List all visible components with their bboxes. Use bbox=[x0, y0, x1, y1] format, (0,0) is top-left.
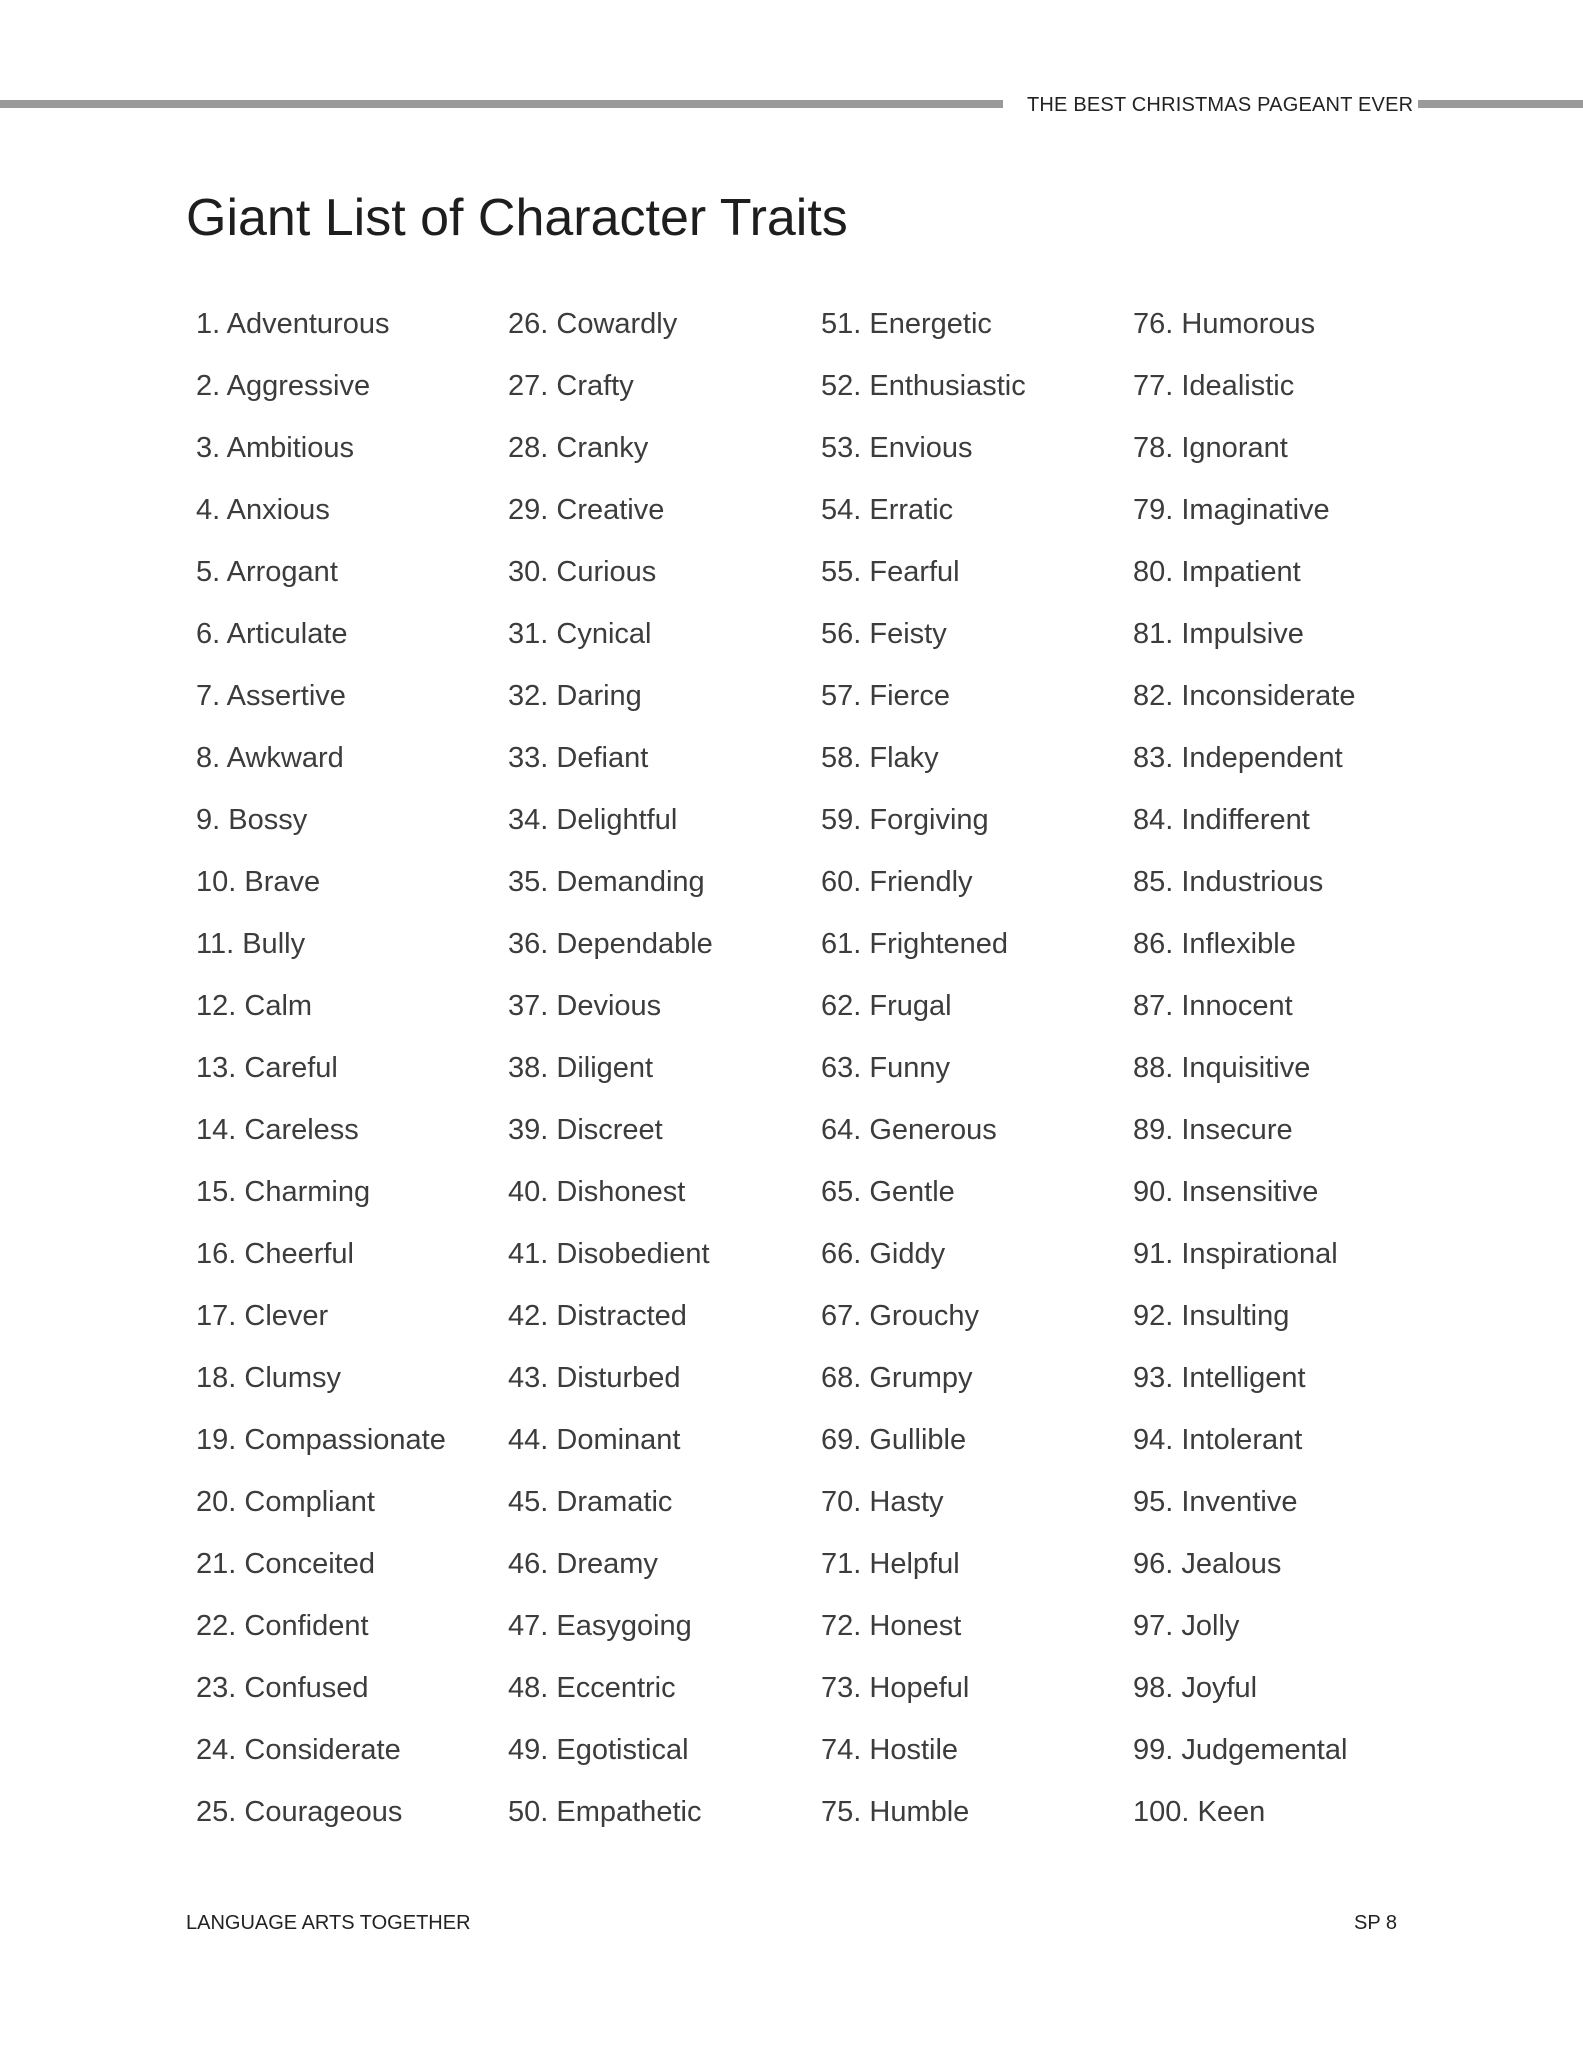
trait-item: 48. Eccentric bbox=[508, 1672, 676, 1704]
trait-item: 76. Humorous bbox=[1133, 308, 1316, 340]
trait-item: 34. Delightful bbox=[508, 804, 678, 836]
trait-list bbox=[196, 304, 1446, 1844]
trait-column-1 bbox=[196, 304, 496, 1854]
trait-item: 92. Insulting bbox=[1133, 1300, 1290, 1332]
header-rule-left bbox=[0, 100, 1003, 108]
trait-item: 63. Funny bbox=[821, 1052, 950, 1084]
trait-item: 12. Calm bbox=[196, 990, 313, 1022]
trait-item: 85. Industrious bbox=[1133, 866, 1324, 898]
trait-item: 52. Enthusiastic bbox=[821, 370, 1026, 402]
trait-item: 62. Frugal bbox=[821, 990, 952, 1022]
trait-item: 70. Hasty bbox=[821, 1486, 944, 1518]
trait-item: 13. Careful bbox=[196, 1052, 338, 1084]
trait-item: 72. Honest bbox=[821, 1610, 962, 1642]
trait-item: 33. Defiant bbox=[508, 742, 649, 774]
trait-item: 8. Awkward bbox=[196, 742, 344, 774]
trait-item: 49. Egotistical bbox=[508, 1734, 689, 1766]
trait-item: 73. Hopeful bbox=[821, 1672, 970, 1704]
trait-item: 20. Compliant bbox=[196, 1486, 375, 1518]
trait-item: 98. Joyful bbox=[1133, 1672, 1258, 1704]
trait-item: 66. Giddy bbox=[821, 1238, 946, 1270]
trait-item: 60. Friendly bbox=[821, 866, 973, 898]
trait-column-3 bbox=[821, 304, 1121, 1854]
trait-item: 87. Innocent bbox=[1133, 990, 1293, 1022]
trait-item: 96. Jealous bbox=[1133, 1548, 1282, 1580]
trait-item: 71. Helpful bbox=[821, 1548, 960, 1580]
trait-item: 21. Conceited bbox=[196, 1548, 375, 1580]
trait-item: 38. Diligent bbox=[508, 1052, 654, 1084]
trait-item: 90. Insensitive bbox=[1133, 1176, 1319, 1208]
trait-item: 4. Anxious bbox=[196, 494, 330, 526]
trait-item: 91. Inspirational bbox=[1133, 1238, 1338, 1270]
trait-item: 22. Confident bbox=[196, 1610, 369, 1642]
trait-item: 50. Empathetic bbox=[508, 1796, 702, 1828]
page-title: Giant List of Character Traits bbox=[186, 189, 848, 247]
trait-item: 65. Gentle bbox=[821, 1176, 955, 1208]
trait-item: 7. Assertive bbox=[196, 680, 346, 712]
trait-item: 56. Feisty bbox=[821, 618, 947, 650]
trait-item: 24. Considerate bbox=[196, 1734, 401, 1766]
trait-item: 1. Adventurous bbox=[196, 308, 390, 340]
trait-item: 74. Hostile bbox=[821, 1734, 959, 1766]
trait-item: 14. Careless bbox=[196, 1114, 359, 1146]
trait-item: 89. Insecure bbox=[1133, 1114, 1293, 1146]
trait-item: 18. Clumsy bbox=[196, 1362, 342, 1394]
footer-series-title: LANGUAGE ARTS TOGETHER bbox=[186, 1912, 471, 1934]
trait-item: 54. Erratic bbox=[821, 494, 954, 526]
trait-item: 2. Aggressive bbox=[196, 370, 371, 402]
trait-item: 45. Dramatic bbox=[508, 1486, 673, 1518]
trait-item: 58. Flaky bbox=[821, 742, 939, 774]
trait-item: 15. Charming bbox=[196, 1176, 371, 1208]
trait-item: 30. Curious bbox=[508, 556, 657, 588]
trait-item: 32. Daring bbox=[508, 680, 642, 712]
trait-item: 84. Indifferent bbox=[1133, 804, 1310, 836]
trait-item: 53. Envious bbox=[821, 432, 973, 464]
trait-item: 99. Judgemental bbox=[1133, 1734, 1348, 1766]
trait-item: 77. Idealistic bbox=[1133, 370, 1295, 402]
trait-item: 78. Ignorant bbox=[1133, 432, 1288, 464]
trait-item: 10. Brave bbox=[196, 866, 321, 898]
trait-item: 31. Cynical bbox=[508, 618, 652, 650]
trait-item: 27. Crafty bbox=[508, 370, 634, 402]
trait-item: 19. Compassionate bbox=[196, 1424, 446, 1456]
trait-item: 67. Grouchy bbox=[821, 1300, 979, 1332]
trait-item: 51. Energetic bbox=[821, 308, 992, 340]
trait-item: 57. Fierce bbox=[821, 680, 950, 712]
trait-item: 79. Imaginative bbox=[1133, 494, 1330, 526]
trait-item: 86. Inflexible bbox=[1133, 928, 1296, 960]
trait-item: 97. Jolly bbox=[1133, 1610, 1240, 1642]
trait-item: 80. Impatient bbox=[1133, 556, 1301, 588]
trait-item: 95. Inventive bbox=[1133, 1486, 1298, 1518]
trait-item: 23. Confused bbox=[196, 1672, 369, 1704]
trait-item: 47. Easygoing bbox=[508, 1610, 692, 1642]
trait-item: 6. Articulate bbox=[196, 618, 348, 650]
trait-item: 55. Fearful bbox=[821, 556, 960, 588]
trait-item: 83. Independent bbox=[1133, 742, 1343, 774]
trait-item: 9. Bossy bbox=[196, 804, 308, 836]
trait-item: 29. Creative bbox=[508, 494, 665, 526]
trait-item: 17. Clever bbox=[196, 1300, 329, 1332]
trait-item: 94. Intolerant bbox=[1133, 1424, 1303, 1456]
trait-item: 39. Discreet bbox=[508, 1114, 663, 1146]
trait-column-2 bbox=[508, 304, 808, 1854]
trait-item: 64. Generous bbox=[821, 1114, 997, 1146]
trait-item: 26. Cowardly bbox=[508, 308, 678, 340]
trait-item: 93. Intelligent bbox=[1133, 1362, 1306, 1394]
trait-item: 75. Humble bbox=[821, 1796, 970, 1828]
trait-item: 43. Disturbed bbox=[508, 1362, 681, 1394]
footer-page-number: SP 8 bbox=[1354, 1912, 1397, 1934]
trait-item: 61. Frightened bbox=[821, 928, 1009, 960]
trait-item: 82. Inconsiderate bbox=[1133, 680, 1356, 712]
trait-item: 25. Courageous bbox=[196, 1796, 403, 1828]
running-header: THE BEST CHRISTMAS PAGEANT EVER bbox=[1027, 94, 1414, 116]
trait-item: 16. Cheerful bbox=[196, 1238, 354, 1270]
trait-item: 3. Ambitious bbox=[196, 432, 354, 464]
trait-item: 36. Dependable bbox=[508, 928, 713, 960]
trait-item: 88. Inquisitive bbox=[1133, 1052, 1311, 1084]
header-rule-right bbox=[1418, 100, 1583, 108]
trait-item: 41. Disobedient bbox=[508, 1238, 710, 1270]
trait-item: 81. Impulsive bbox=[1133, 618, 1304, 650]
trait-item: 40. Dishonest bbox=[508, 1176, 686, 1208]
trait-column-4 bbox=[1133, 304, 1433, 1854]
trait-item: 59. Forgiving bbox=[821, 804, 989, 836]
trait-item: 5. Arrogant bbox=[196, 556, 338, 588]
trait-item: 69. Gullible bbox=[821, 1424, 967, 1456]
trait-item: 44. Dominant bbox=[508, 1424, 681, 1456]
trait-item: 46. Dreamy bbox=[508, 1548, 658, 1580]
trait-item: 37. Devious bbox=[508, 990, 662, 1022]
trait-item: 28. Cranky bbox=[508, 432, 649, 464]
trait-item: 100. Keen bbox=[1133, 1796, 1266, 1828]
trait-item: 11. Bully bbox=[196, 928, 306, 960]
trait-item: 35. Demanding bbox=[508, 866, 705, 898]
trait-item: 42. Distracted bbox=[508, 1300, 687, 1332]
trait-item: 68. Grumpy bbox=[821, 1362, 973, 1394]
